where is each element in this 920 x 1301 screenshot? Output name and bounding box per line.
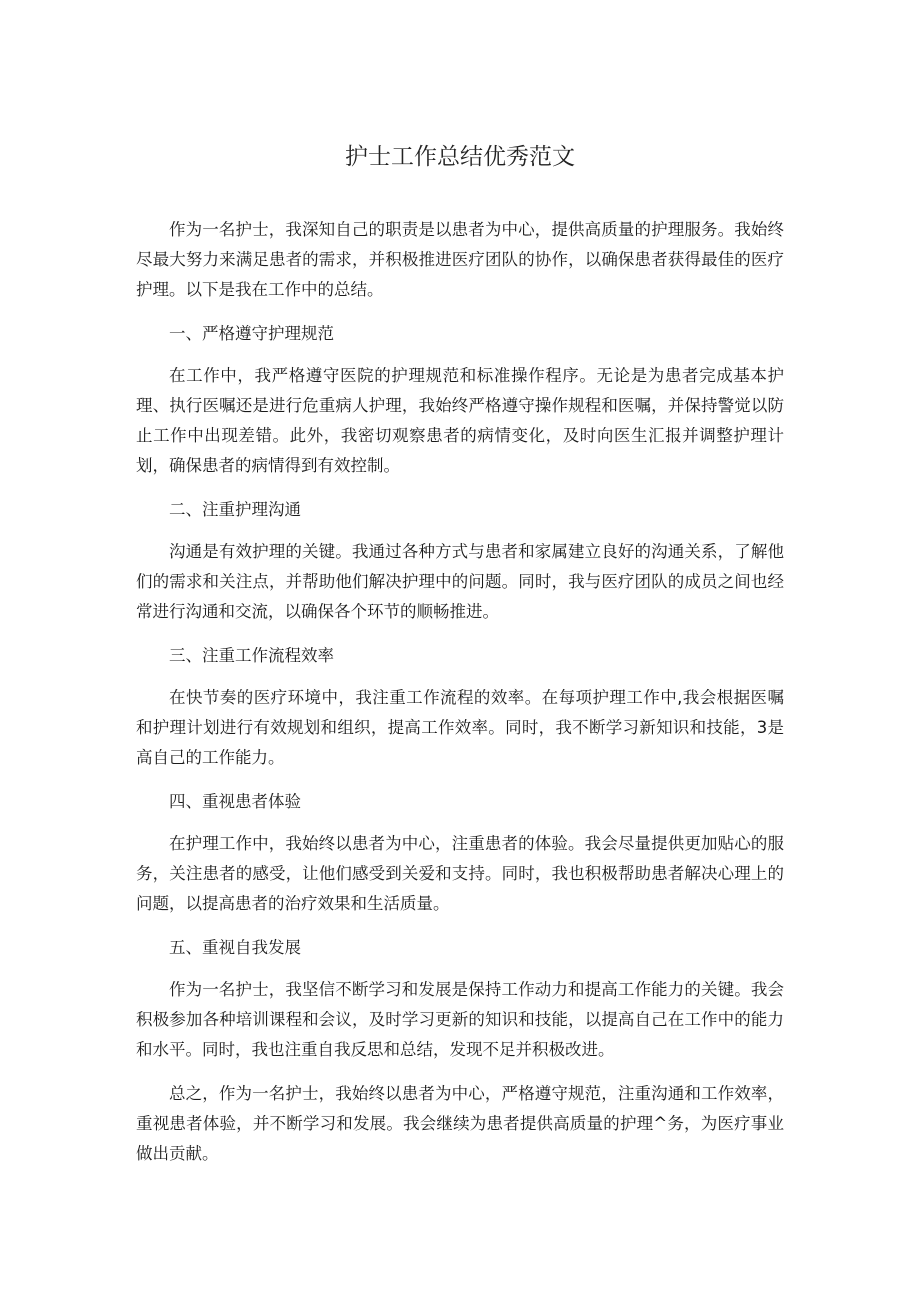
section-heading-3: 三、注重工作流程效率 xyxy=(169,646,334,665)
section-body-5: 作为一名护士，我坚信不断学习和发展是保持工作动力和提高工作能力的关键。我会积极参加各种培训课程和会议，及时学习更新的知识和技能，以提高自己在工作中的能力和水平。同时，我也注重自我反思和总结，发现不足并积极改进。 xyxy=(136,980,784,1059)
conclusion-paragraph: 总之，作为一名护士，我始终以患者为中心，严格遵守规范，注重沟通和工作效率，重视患者体验，并不断学习和发展。我会继续为患者提供高质量的护理^务，为医疗事业做出贡献。 xyxy=(136,1084,784,1163)
section-heading-1: 一、严格遵守护理规范 xyxy=(169,324,334,343)
intro-paragraph: 作为一名护士，我深知自己的职责是以患者为中心，提供高质量的护理服务。我始终尽最大努力来满足患者的需求，并积极推进医疗团队的协作，以确保患者获得最佳的医疗护理。以下是我在工作中的总结。 xyxy=(136,220,784,299)
section-body-4: 在护理工作中，我始终以患者为中心，注重患者的体验。我会尽量提供更加贴心的服务，关注患者的感受，让他们感受到关爱和支持。同时，我也积极帮助患者解决心理上的问题，以提高患者的治疗效果和生活质量。 xyxy=(136,834,784,913)
document-title: 护士工作总结优秀范文 xyxy=(345,144,575,170)
section-heading-5: 五、重视自我发展 xyxy=(169,938,301,957)
section-body-3: 在快节奏的医疗环境中，我注重工作流程的效率。在每项护理工作中,我会根据医嘱和护理计划进行有效规划和组织，提高工作效率。同时，我不断学习新知识和技能，3是高自己的工作能力。 xyxy=(136,688,784,767)
section-heading-2: 二、注重护理沟通 xyxy=(169,500,301,519)
document-body xyxy=(136,215,784,1183)
section-body-1: 在工作中，我严格遵守医院的护理规范和标准操作程序。无论是为患者完成基本护理、执行医嘱还是进行危重病人护理，我始终严格遵守操作规程和医嘱，并保持警觉以防止工作中出现差错。此外，我密切观察患者的病情变化，及时向医生汇报并调整护理计划，确保患者的病情得到有效控制。 xyxy=(136,366,784,475)
section-body-2: 沟通是有效护理的关键。我通过各种方式与患者和家属建立良好的沟通关系，了解他们的需求和关注点，并帮助他们解决护理中的问题。同时，我与医疗团队的成员之间也经常进行沟通和交流，以确保各个环节的顺畅推进。 xyxy=(136,542,784,621)
section-heading-4: 四、重视患者体验 xyxy=(169,792,301,811)
